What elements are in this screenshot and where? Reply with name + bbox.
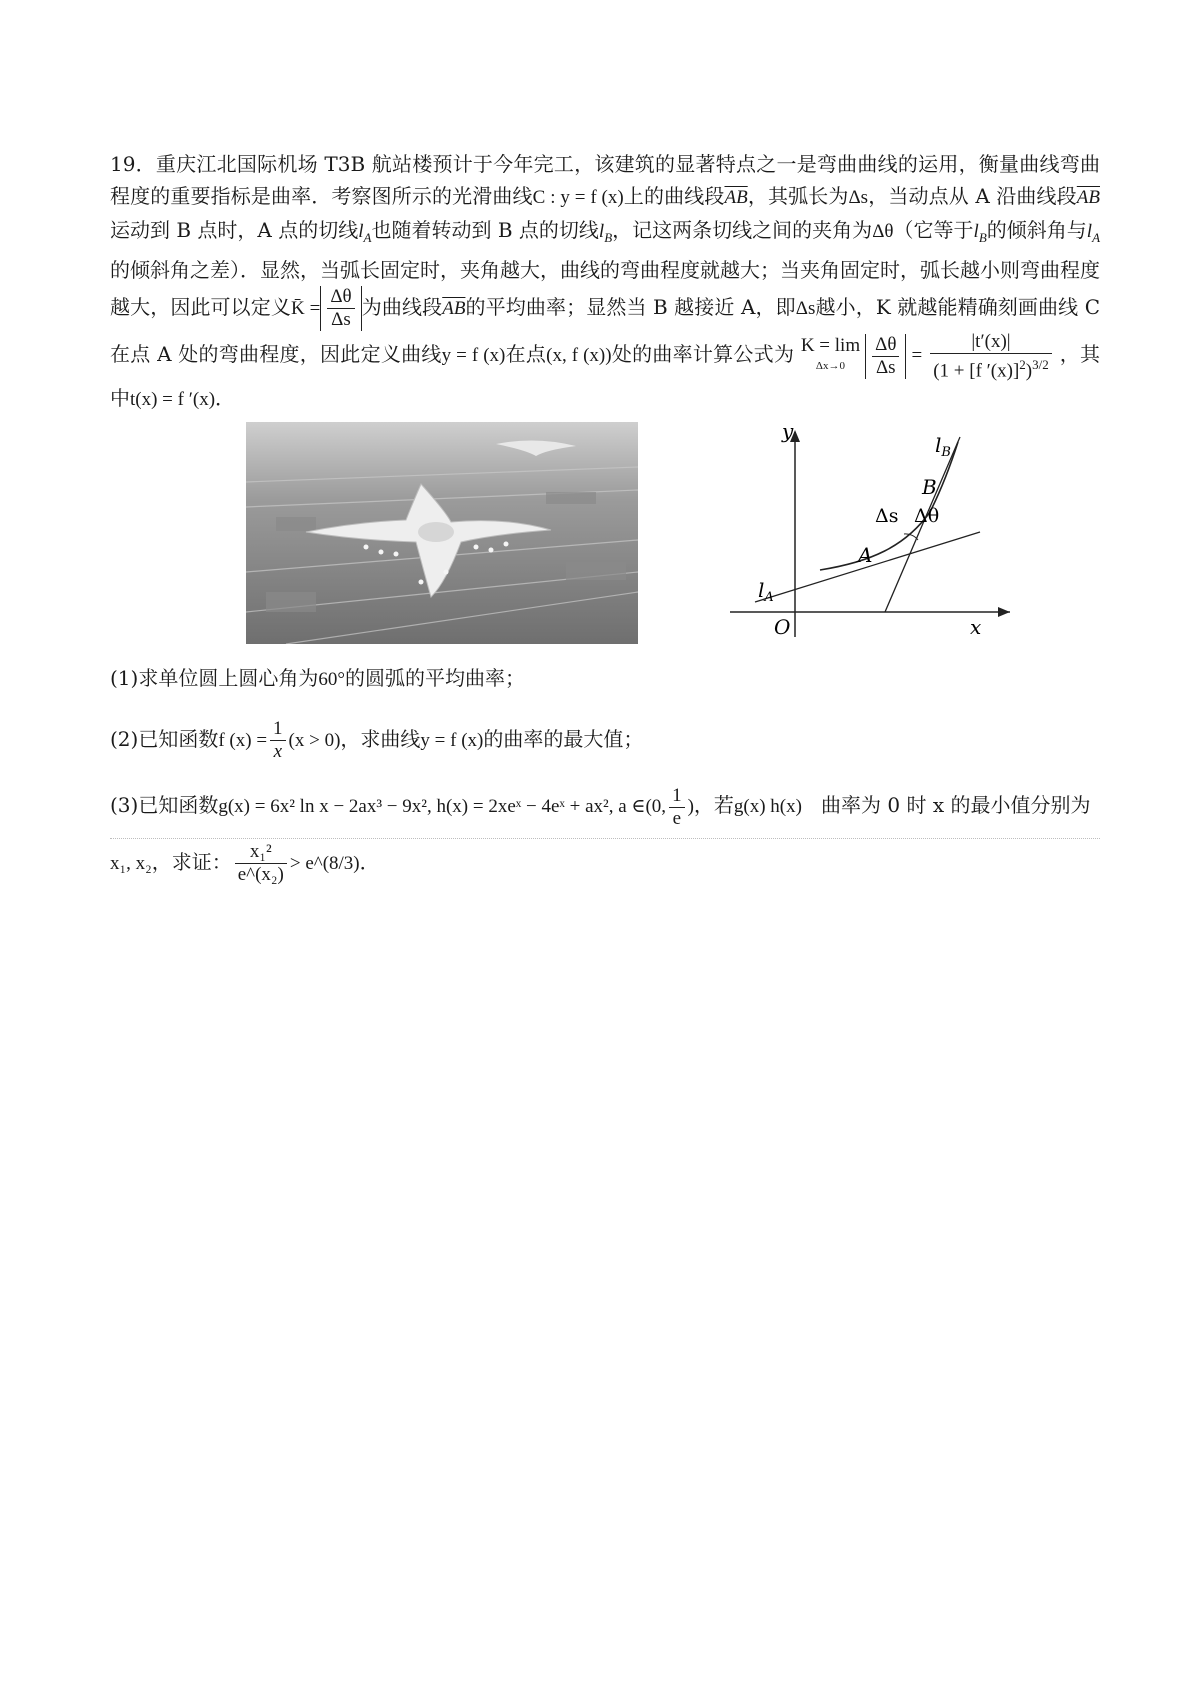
delta-s: Δs — [795, 297, 816, 319]
g-h-def: g(x) = 6x² ln x − 2ax³ − 9x², h(x) = 2xeˣ − 4eˣ + ax², a ∈ — [218, 795, 646, 817]
den: Δs — [875, 356, 896, 378]
airport-photo — [246, 422, 638, 644]
interval — [645, 785, 694, 830]
label-lb: $l_B$ — [935, 433, 951, 461]
den-exp: 2 — [1019, 356, 1026, 372]
delta-s: Δs — [848, 187, 869, 208]
l: l — [973, 221, 979, 242]
domain-cond: (x > 0) — [288, 730, 341, 752]
text: (2)已知函数 — [110, 727, 219, 752]
curvature-diagram — [700, 422, 1020, 644]
label-delta-s: Δs — [875, 505, 899, 528]
text: ，若 — [693, 792, 734, 817]
airport-photo-art — [246, 422, 638, 644]
arc-ab: $\overline{AB}$ — [1076, 187, 1100, 208]
num: 1 — [669, 785, 685, 808]
text: 越小，K 就越能精确刻画曲线 C 在点 A 处的弯曲程度，因此定义曲线 — [110, 294, 1101, 366]
text: 的曲率的最大值； — [483, 727, 644, 752]
text: ，记这两条切线之间的夹角为 — [612, 218, 873, 242]
den: x — [273, 741, 283, 763]
open: (0, — [645, 795, 667, 817]
tangent-lb — [973, 221, 987, 245]
sub: A — [1092, 229, 1101, 245]
avg-curvature-frac — [320, 286, 361, 331]
l: l — [358, 221, 364, 242]
den-open: (1 + [f ′(x)] — [933, 360, 1020, 382]
t-den — [930, 354, 1052, 382]
one-over-x — [270, 718, 286, 763]
den: e^(x₂) — [237, 864, 284, 886]
text: 的圆弧的平均曲率； — [344, 666, 525, 691]
proof-frac — [235, 841, 287, 886]
num: x₁² — [235, 841, 287, 864]
question-3 — [110, 785, 1100, 830]
label-a: A — [858, 543, 873, 568]
curvature-formula: K = lim Δx→0 $\frac{\Delta\theta}{\Delta s}$ = $\frac{|t'(x)|}{(1 + [f '(x)]^2)^{3/2}}$ — [801, 345, 1060, 366]
text: 处的曲率计算公式为 — [611, 341, 795, 366]
den-pow: 3/2 — [1032, 356, 1049, 372]
f-def: f (x) = — [218, 730, 268, 752]
delta-theta: Δθ — [872, 221, 894, 242]
problem-19 — [110, 148, 1100, 886]
label-x: x — [970, 615, 982, 640]
tangent-la — [1086, 221, 1101, 245]
num: 1 — [270, 718, 286, 741]
tangent-lb — [598, 221, 613, 245]
label-y: y — [782, 422, 794, 444]
label-o: O — [774, 615, 791, 640]
text: 的倾斜角与 — [986, 218, 1087, 242]
text: (1)求单位圆上圆心角为 — [110, 666, 319, 691]
tangent-la — [358, 221, 372, 245]
curve-expr: C : y = f (x) — [532, 187, 624, 208]
sub: B — [604, 229, 613, 245]
text: 曲率为 0 时 x 的最小值分别为 — [821, 792, 1091, 817]
arc-ab: $\overline{AB}$ — [442, 297, 466, 319]
text: 在点 — [505, 341, 547, 366]
figures — [110, 422, 1100, 644]
label-delta-theta: Δθ — [914, 505, 940, 528]
dotted-divider — [110, 838, 1100, 839]
sub: B — [978, 229, 987, 245]
x-axis-arrow — [998, 607, 1010, 617]
problem-intro — [110, 148, 1100, 416]
t-def: t(x) = f ′(x) — [130, 389, 216, 411]
text: ，其弧长为 — [747, 184, 849, 208]
k-bar: K̄ = — [291, 297, 321, 319]
y-eq-fx: y = f (x) — [420, 730, 484, 752]
l: l — [598, 221, 605, 242]
den-close: ) — [1025, 360, 1033, 382]
question-1 — [110, 662, 1100, 696]
text: ，当动点从 A 沿曲线段 — [868, 184, 1077, 208]
num: Δθ — [327, 286, 354, 309]
point: (x, f (x)) — [546, 344, 612, 366]
question-2 — [110, 718, 1100, 763]
text: ． — [215, 386, 236, 411]
g-h: g(x) h(x) — [733, 795, 802, 817]
den: e — [672, 808, 682, 830]
question-3-cont — [110, 841, 1100, 886]
text: ，求曲线 — [340, 727, 421, 752]
text: (3)已知函数 — [110, 792, 219, 817]
text: 也随着转动到 B 点的切线 — [371, 218, 599, 242]
text: 的平均曲率；显然当 B 越接近 A，即 — [465, 294, 796, 319]
proof-rhs: > e^(8/3) — [289, 853, 360, 875]
intro-text: 19．重庆江北国际机场 T3B 航站楼预计于今年完工，该建筑的显著特点之一是弯曲曲线的运用，衡量曲线弯曲程度的重要指标是曲率．考察图所示的光滑曲线 — [110, 152, 1100, 208]
l: l — [1086, 221, 1093, 242]
y-eq-fx: y = f (x) — [441, 344, 506, 366]
sub: A — [363, 229, 372, 245]
text: ，求证： — [151, 850, 232, 875]
text: 的倾斜角之差）．显然，当弧长固定时，夹角越大，曲线的弯曲程度就越大；当夹角固定时，弧长越小则弯曲程度越大，因此可以定义 — [110, 257, 1100, 319]
label-b: B — [922, 475, 937, 500]
lim-sub: Δx→0 — [815, 360, 845, 373]
den: Δs — [331, 308, 351, 330]
angle-60: 60° — [318, 669, 345, 691]
text: ，其中 — [110, 341, 1101, 411]
text: 为曲线段 — [361, 294, 443, 319]
num: Δθ — [872, 334, 899, 357]
label-la: $l_A$ — [758, 578, 774, 606]
t-num: |t′(x)| — [930, 331, 1052, 354]
k-lim: K = lim — [800, 335, 861, 357]
close: ) — [687, 795, 694, 817]
arc-ab: $\overline{AB}$ — [724, 187, 748, 208]
text: ． — [359, 850, 380, 875]
x1-x2: x₁, x₂ — [110, 853, 152, 875]
text: 上的曲线段 — [623, 184, 725, 208]
text: 运动到 B 点时，A 点的切线 — [110, 218, 359, 242]
text: （它等于 — [893, 218, 974, 242]
